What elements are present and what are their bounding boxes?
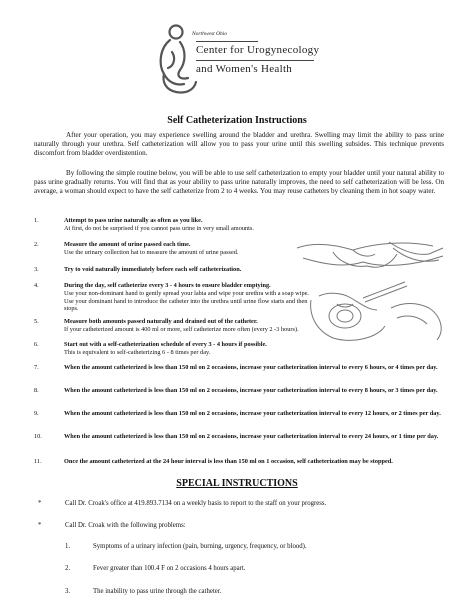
bullet-asterisk: * <box>38 522 42 529</box>
special-instruction-call-problems: Call Dr. Croak with the following problems: <box>65 522 186 529</box>
problem-number: 1. <box>65 543 71 550</box>
special-instructions-heading: SPECIAL INSTRUCTIONS <box>176 478 298 489</box>
problem-number: 3. <box>65 588 71 595</box>
step-number: 7. <box>34 364 39 371</box>
step-number: 8. <box>34 387 39 394</box>
logo-line-2: and Women's Health <box>196 63 293 75</box>
step-heading: During the day, self catheterize every 3 - 4 hours to ensure bladder emptying. <box>64 282 271 289</box>
step-number: 4. <box>34 282 39 289</box>
step-number: 3. <box>34 266 39 273</box>
problem-urinary-infection: Symptoms of a urinary infection (pain, burning, urgency, frequency, or blood). <box>93 543 307 550</box>
step-detail: Use your non-dominant hand to gently spread your labia and wipe your urethra with a soap wipe. Use your dominant hand to introduce the catheter into the urethra until urine flow starts and then stops. <box>64 289 309 313</box>
intro-paragraph-2-text: By following the simple routine below, you will be able to use self catheterization to empty your bladder until your natural ability to pass urine gradually returns. You will find that as your ability to pass urine naturally improves, the need to self catheterization will be less. On average, a woman should expect to have the self catheterize from 2 to 4 weeks. You may reuse catheters by cleaning them in hot soapy water. <box>34 169 444 196</box>
step-heading: Try to void naturally immediately before each self catheterization. <box>64 266 242 273</box>
step-number: 11. <box>34 458 42 465</box>
intro-paragraph-1-text: After your operation, you may experience swelling around the bladder and urethra. Swelling may limit the ability to pass urine naturally through your urethra. Self catheterization will allow you to pass your urine until this swelling subsides. This technique prevents discomfort from bladder overdistention. <box>34 131 444 158</box>
logo-line-1: Center for Urogynecology <box>196 44 320 56</box>
step-heading: When the amount catheterized is less than 150 ml on 2 occasions, increase your catheterization interval to every 6 hours, or 4 times per day. <box>64 364 438 371</box>
intro-paragraph-1 <box>34 131 444 159</box>
step-heading: Measure the amount of urine passed each time. <box>64 241 191 248</box>
step-detail: This is equivalent to self-catheterizing 6 - 8 times per day. <box>64 348 211 356</box>
problem-fever: Fever greater than 100.4 F on 2 occasions 4 hours apart. <box>93 565 246 572</box>
step-heading: Measure both amounts passed naturally and drained out of the catheter. <box>64 318 258 325</box>
problem-cannot-pass-urine: The inability to pass urine through the catheter. <box>93 588 222 595</box>
step-number: 2. <box>34 241 39 248</box>
document-title: Self Catheterization Instructions <box>167 115 307 126</box>
step-heading: When the amount catheterized is less than 150 ml on 2 occasions, increase your catheterization interval to every 8 hours, or 3 times per day. <box>64 387 438 394</box>
logo-region-text: Northwest Ohio <box>192 31 227 37</box>
step-number: 9. <box>34 410 39 417</box>
catheter-insertion-illustration <box>293 238 453 348</box>
step-detail: If your catheterized amount is 400 ml or more, self catheterize more often (every 2 -3 hours). <box>64 325 299 333</box>
step-heading: When the amount catheterized is less than 150 ml on 2 occasions, increase your catheterization interval to every 12 hours, or 2 times per day. <box>64 410 441 417</box>
logo-rule-middle <box>196 60 314 61</box>
step-heading: Once the amount catheterized at the 24 hour interval is less than 150 ml on 1 occasion, self catheterization may be stopped. <box>64 458 393 465</box>
step-number: 5. <box>34 318 39 325</box>
step-heading: Start out with a self-catheterization schedule of every 3 - 4 hours if possible. <box>64 341 267 348</box>
step-heading: When the amount catheterized is less than 150 ml on 2 occasions, increase your catheterization interval to every 24 hours, or 1 time per day. <box>64 433 439 440</box>
problem-number: 2. <box>65 565 71 572</box>
bullet-asterisk: * <box>38 500 42 507</box>
step-number: 6. <box>34 341 39 348</box>
step-heading: Attempt to pass urine naturally as often as you like. <box>64 217 203 224</box>
logo-rule-top <box>196 41 258 42</box>
step-number: 1. <box>34 217 39 224</box>
step-number: 10. <box>34 433 42 440</box>
step-detail: Use the urinary collection hat to measure the amount of urine passed. <box>64 248 239 256</box>
step-detail: At first, do not be surprised if you cannot pass urine in very small amounts. <box>64 224 254 232</box>
intro-paragraph-2 <box>34 169 444 197</box>
special-instruction-call-weekly: Call Dr. Croak's office at 419.893.7134 on a weekly basis to report to the staff on your progress. <box>65 500 327 507</box>
